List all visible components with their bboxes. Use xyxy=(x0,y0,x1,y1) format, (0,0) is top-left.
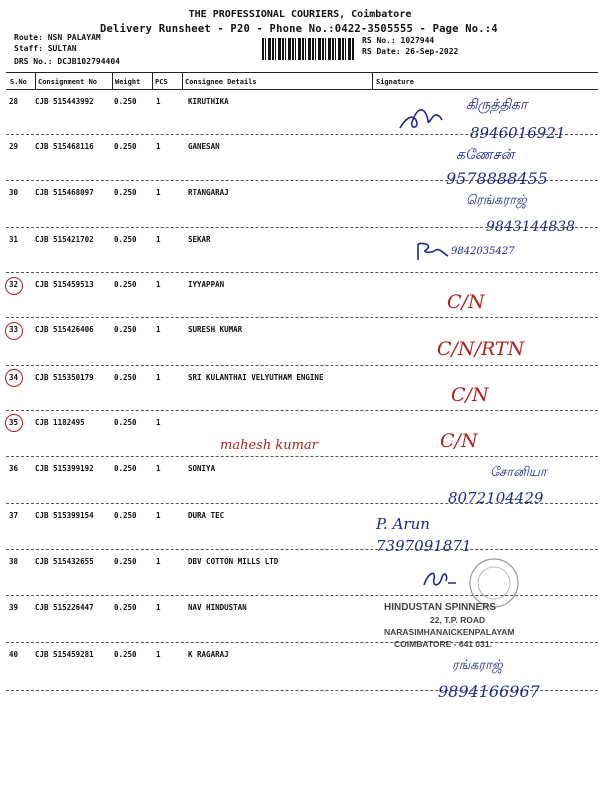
row-consignment-no: CJB 515226447 xyxy=(35,603,94,612)
row-consignee: GANESAN xyxy=(188,142,220,151)
handwritten-status: C/N xyxy=(440,430,478,452)
row-sno: 36 xyxy=(9,464,19,473)
handwritten-name: ரெங்கராஜ் xyxy=(466,193,527,208)
row-pcs: 1 xyxy=(156,650,161,659)
rs-number: RS No.: 1027944 xyxy=(362,36,435,45)
row-mark-circle xyxy=(5,414,23,432)
row-pcs: 1 xyxy=(156,97,161,106)
handwritten-phone: 8946016921 xyxy=(470,124,566,142)
row-consignment-no: CJB 1182495 xyxy=(35,418,85,427)
barcode xyxy=(262,38,354,60)
row-consignment-no: CJB 515468116 xyxy=(35,142,94,151)
row-pcs: 1 xyxy=(156,235,161,244)
row-weight: 0.250 xyxy=(114,325,137,334)
handwritten-name: கணேசன் xyxy=(456,147,515,163)
row-separator xyxy=(6,456,598,457)
row-consignee: RTANGARAJ xyxy=(188,188,229,197)
row-sno: 29 xyxy=(9,142,19,151)
col-header-weight: Weight xyxy=(115,78,141,86)
row-mark-circle xyxy=(5,369,23,387)
row-sno: 31 xyxy=(9,235,19,244)
row-pcs: 1 xyxy=(156,557,161,566)
row-consignee: SURESH KUMAR xyxy=(188,325,243,334)
row-mark-circle xyxy=(5,277,23,295)
row-weight: 0.250 xyxy=(114,97,137,106)
row-consignee: DURA TEC xyxy=(188,511,225,520)
row-pcs: 1 xyxy=(156,325,161,334)
col-header-consignee: Consignee Details xyxy=(185,78,257,86)
row-consignment-no: CJB 515399154 xyxy=(35,511,94,520)
row-separator xyxy=(6,410,598,411)
col-header-signature: Signature xyxy=(376,78,414,86)
row-weight: 0.250 xyxy=(114,373,137,382)
row-consignment-no: CJB 515459281 xyxy=(35,650,94,659)
staff-label: Staff: SULTAN xyxy=(14,44,77,53)
col-divider xyxy=(112,72,113,89)
row-separator xyxy=(6,549,598,550)
handwritten-name: கிருத்திகா xyxy=(466,97,528,113)
col-divider xyxy=(35,72,36,89)
row-weight: 0.250 xyxy=(114,142,137,151)
row-mark-circle xyxy=(5,322,23,340)
handwritten-phone: 8072104429 xyxy=(448,489,544,507)
signature-scribble xyxy=(396,100,446,136)
col-divider xyxy=(152,72,153,89)
row-pcs: 1 xyxy=(156,373,161,382)
row-sno: 32 xyxy=(9,280,19,289)
row-pcs: 1 xyxy=(156,418,161,427)
col-header-sno: S.No xyxy=(10,78,27,86)
row-consignment-no: CJB 515459513 xyxy=(35,280,94,289)
row-sno: 34 xyxy=(9,373,19,382)
row-weight: 0.250 xyxy=(114,418,137,427)
row-sno: 35 xyxy=(9,418,19,427)
row-pcs: 1 xyxy=(156,188,161,197)
row-pcs: 1 xyxy=(156,464,161,473)
handwritten-name: சோனியா xyxy=(490,465,547,480)
row-consignee: SONIYA xyxy=(188,464,216,473)
handwritten-status: C/N xyxy=(447,291,485,313)
handwritten-name: mahesh kumar xyxy=(220,438,318,453)
row-consignee: SRI KULANTHAI VELYUTHAM ENGINE xyxy=(188,373,324,382)
row-pcs: 1 xyxy=(156,280,161,289)
row-weight: 0.250 xyxy=(114,511,137,520)
rs-date: RS Date: 26-Sep-2022 xyxy=(362,47,459,56)
row-sno: 38 xyxy=(9,557,19,566)
handwritten-phone: 7397091871 xyxy=(376,537,472,555)
row-pcs: 1 xyxy=(156,142,161,151)
table-header-border xyxy=(6,89,598,90)
row-consignee: SEKAR xyxy=(188,235,211,244)
handwritten-phone: 9842035427 xyxy=(451,246,515,257)
stamp-line-2: 22, T.P. ROAD xyxy=(430,615,486,625)
handwritten-status: C/N/RTN xyxy=(437,338,525,360)
row-sno: 28 xyxy=(9,97,19,106)
row-consignment-no: CJB 515421702 xyxy=(35,235,94,244)
signature-scribble xyxy=(418,565,458,593)
row-sno: 30 xyxy=(9,188,19,197)
row-weight: 0.250 xyxy=(114,603,137,612)
row-consignee: NAV HINDUSTAN xyxy=(188,603,247,612)
handwritten-status: C/N xyxy=(451,384,489,406)
row-sno: 33 xyxy=(9,325,19,334)
drs-number: DRS No.: DCJB102794404 xyxy=(14,57,120,66)
handwritten-phone: 9843144838 xyxy=(486,219,576,235)
row-weight: 0.250 xyxy=(114,235,137,244)
row-consignment-no: CJB 515432655 xyxy=(35,557,94,566)
row-sno: 40 xyxy=(9,650,19,659)
row-separator xyxy=(6,642,598,643)
row-weight: 0.250 xyxy=(114,280,137,289)
row-pcs: 1 xyxy=(156,511,161,520)
row-consignee: KIRUTHIKA xyxy=(188,97,229,106)
row-weight: 0.250 xyxy=(114,464,137,473)
row-consignee: IYYAPPAN xyxy=(188,280,225,289)
col-header-consignment: Consignment No xyxy=(38,78,98,86)
row-consignment-no: CJB 515443992 xyxy=(35,97,94,106)
document-subtitle: Delivery Runsheet - P20 - Phone No.:0422-3505555 - Page No.:4 xyxy=(100,23,498,35)
row-weight: 0.250 xyxy=(114,188,137,197)
col-header-pcs: PCS xyxy=(155,78,168,86)
document-title: THE PROFESSIONAL COURIERS, Coimbatore xyxy=(188,9,412,20)
handwritten-phone: 9894166967 xyxy=(438,682,540,701)
stamp-line-1: HINDUSTAN SPINNERS xyxy=(384,602,497,613)
col-divider xyxy=(182,72,183,89)
row-separator xyxy=(6,365,598,366)
row-sno: 39 xyxy=(9,603,19,612)
row-pcs: 1 xyxy=(156,603,161,612)
row-consignment-no: CJB 515468097 xyxy=(35,188,94,197)
col-divider xyxy=(372,72,373,89)
table-top-border xyxy=(6,72,598,73)
row-consignee: K RAGARAJ xyxy=(188,650,229,659)
handwritten-name: ரங்கராஜ் xyxy=(452,658,503,673)
handwritten-phone: 9578888455 xyxy=(446,169,548,188)
row-consignment-no: CJB 515426406 xyxy=(35,325,94,334)
route-label: Route: NSN PALAYAM xyxy=(14,33,101,42)
signature-scribble xyxy=(414,238,452,264)
row-sno: 37 xyxy=(9,511,19,520)
handwritten-name: P. Arun xyxy=(376,515,430,533)
row-consignment-no: CJB 515350179 xyxy=(35,373,94,382)
row-weight: 0.250 xyxy=(114,557,137,566)
row-separator xyxy=(6,317,598,318)
row-separator xyxy=(6,272,598,273)
row-consignment-no: CJB 515399192 xyxy=(35,464,94,473)
row-consignee: DBV COTTON MILLS LTD xyxy=(188,557,279,566)
row-weight: 0.250 xyxy=(114,650,137,659)
stamp-line-3: NARASIMHANAICKENPALAYAM xyxy=(384,627,515,637)
stamp-line-4: COIMBATORE - 641 031. xyxy=(394,639,492,649)
